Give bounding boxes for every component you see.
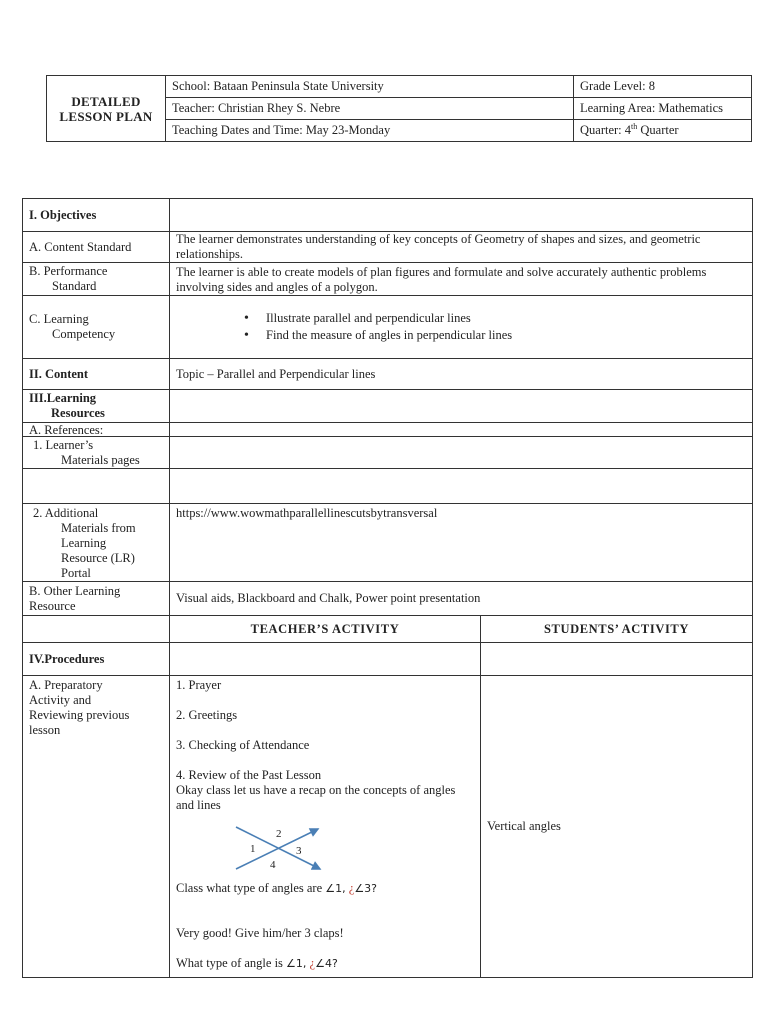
doc-title (47, 76, 166, 142)
competency-list-cell (170, 296, 753, 359)
intersecting-lines-diagram (232, 825, 332, 873)
content-standard-text: The learner demonstrates understanding of key concepts of Geometry of shapes and sizes, and geometric relationships. (170, 232, 753, 263)
school-cell: School: Bataan Peninsula State University (166, 76, 574, 98)
lesson-table (22, 198, 753, 978)
content-standard-label: A. Content Standard (23, 232, 170, 263)
doc-title-line2: LESSON PLAN (59, 108, 153, 124)
objectives-heading: I. Objectives (23, 199, 170, 232)
student-answer: Vertical angles (487, 819, 561, 833)
other-resource-label: B. Other Learning Resource (23, 582, 170, 616)
performance-standard-text: The learner is able to create models of plan figures and formulate and solve accurately authentic problems involving sides and angles of a polygon. (170, 263, 753, 296)
other-resource-text: Visual aids, Blackboard and Chalk, Power point presentation (170, 582, 753, 616)
step-attendance: 3. Checking of Attendance (176, 738, 310, 752)
students-activity-cell (481, 676, 753, 978)
teacher-cell: Teacher: Christian Rhey S. Nebre (166, 98, 574, 120)
dates-cell: Teaching Dates and Time: May 23-Monday (166, 120, 574, 142)
quarter-pre: Quarter: 4 (580, 123, 632, 137)
preparatory-label: A. Preparatory Activity and Reviewing previous lesson (23, 676, 170, 978)
header-table (46, 75, 752, 142)
additional-materials-link[interactable]: https://www.wowmathparallellinescutsbytransversal (170, 504, 753, 582)
topic-text: Topic – Parallel and Perpendicular lines (170, 359, 753, 390)
question-vertical: Class what type of angles are ∠1, ¿∠3? (176, 881, 378, 895)
additional-materials-label: 2. Additional Materials from Learning Resource (LR) Portal (23, 504, 170, 582)
quarter-cell (574, 120, 752, 142)
question-angle-type: What type of angle is ∠1, ¿∠4? (176, 956, 338, 970)
competency-item: • Find the measure of angles in perpendicular lines (266, 327, 746, 344)
content-heading: II. Content (23, 359, 170, 390)
performance-standard-label: B. Performance Standard (23, 263, 170, 296)
grade-cell: Grade Level: 8 (574, 76, 752, 98)
step-prayer: 1. Prayer (176, 678, 222, 692)
competency-list (176, 310, 746, 344)
angle-label-4: 4 (270, 859, 276, 871)
angle-label-2: 2 (276, 828, 282, 840)
competency-item: • Illustrate parallel and perpendicular lines (266, 310, 746, 327)
teacher-activity-cell (170, 676, 481, 978)
references-label: A. References: (23, 423, 170, 437)
procedures-heading: IV.Procedures (23, 643, 170, 676)
angle-label-3: 3 (296, 845, 302, 857)
students-activity-header: STUDENTS’ ACTIVITY (481, 616, 753, 643)
step-review: 4. Review of the Past Lesson (176, 768, 322, 782)
area-cell: Learning Area: Mathematics (574, 98, 752, 120)
doc-title-line1: DETAILED (71, 93, 141, 109)
learners-materials-label: 1. Learner’s Materials pages (23, 437, 170, 469)
praise-text: Very good! Give him/her 3 claps! (176, 926, 344, 940)
step-greetings: 2. Greetings (176, 708, 238, 722)
recap-text: Okay class let us have a recap on the concepts of angles and lines (176, 783, 456, 812)
resources-heading: III.Learning Resources (23, 390, 170, 423)
quarter-sup: th (631, 121, 638, 131)
angle-label-1: 1 (250, 843, 256, 855)
learning-competency-label: C. Learning Competency (23, 296, 170, 359)
quarter-post: Quarter (637, 123, 679, 137)
teacher-activity-header: TEACHER’S ACTIVITY (170, 616, 481, 643)
